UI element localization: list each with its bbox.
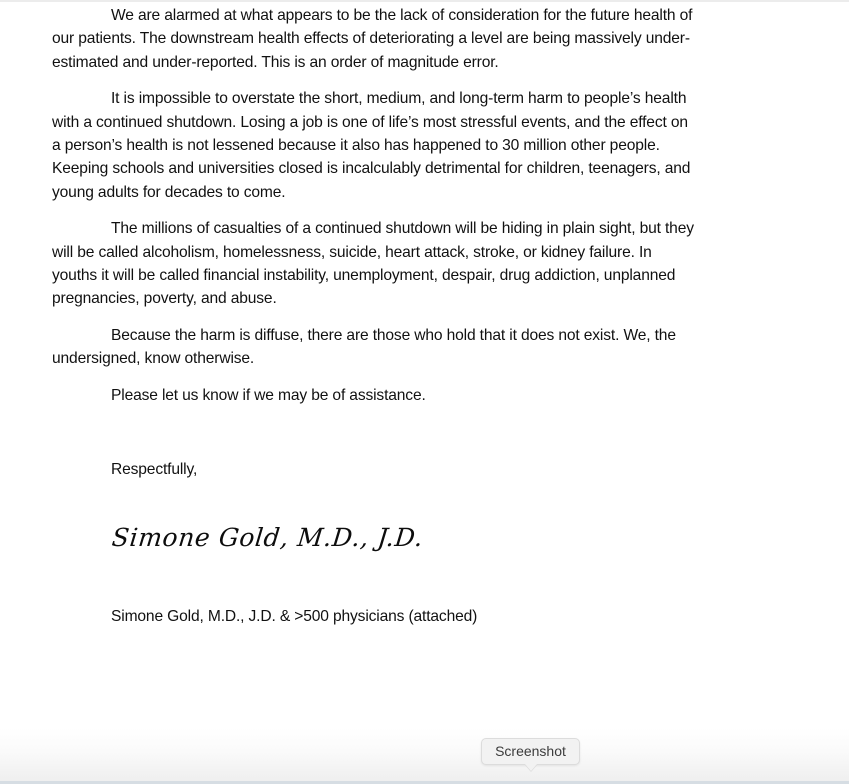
paragraph-diffuse-harm: Because the harm is diffuse, there are those who hold that it does not exist. We, the undersigned, know otherwise.: [52, 326, 676, 368]
dock-bar: [0, 728, 849, 781]
page-top-divider: [0, 0, 849, 2]
paragraph-casualties: The millions of casualties of a continued shutdown will be hiding in plain sight, but they will be called alcoholism, homelessness, suicide, heart attack, stroke, or kidney failure. In youths it will be called financial instability, unemployment, despair, drug addiction, unplanned pregnancies, poverty, and abuse.: [52, 220, 694, 308]
letter-body: [52, 4, 700, 420]
handwritten-signature: Simone Gold, M.D., J.D.: [110, 523, 425, 552]
letter-closing: Respectfully,: [111, 461, 198, 478]
paragraph-health-effects: We are alarmed at what appears to be the lack of consideration for the future health of our patients. The downstream health effects of deteriorating a level are being massively under-estimated and under-reported. This is an order of magnitude error.: [52, 7, 693, 71]
tooltip-arrow-fill: [525, 764, 537, 771]
signatory-line: Simone Gold, M.D., J.D. & >500 physicians (attached): [111, 608, 478, 625]
paragraph-shutdown-harm: It is impossible to overstate the short, medium, and long-term harm to people’s health with a continued shutdown. Losing a job is one of life’s most stressful events, and the effect on a person’s health is not lessened because it also has happened to 30 million other people. Keeping schools and universities closed is incalculably detrimental for children, teenagers, and young adults for decades to come.: [52, 90, 691, 201]
paragraph-assistance: Please let us know if we may be of assistance.: [111, 386, 426, 404]
dock-tooltip: Screenshot: [481, 738, 580, 765]
